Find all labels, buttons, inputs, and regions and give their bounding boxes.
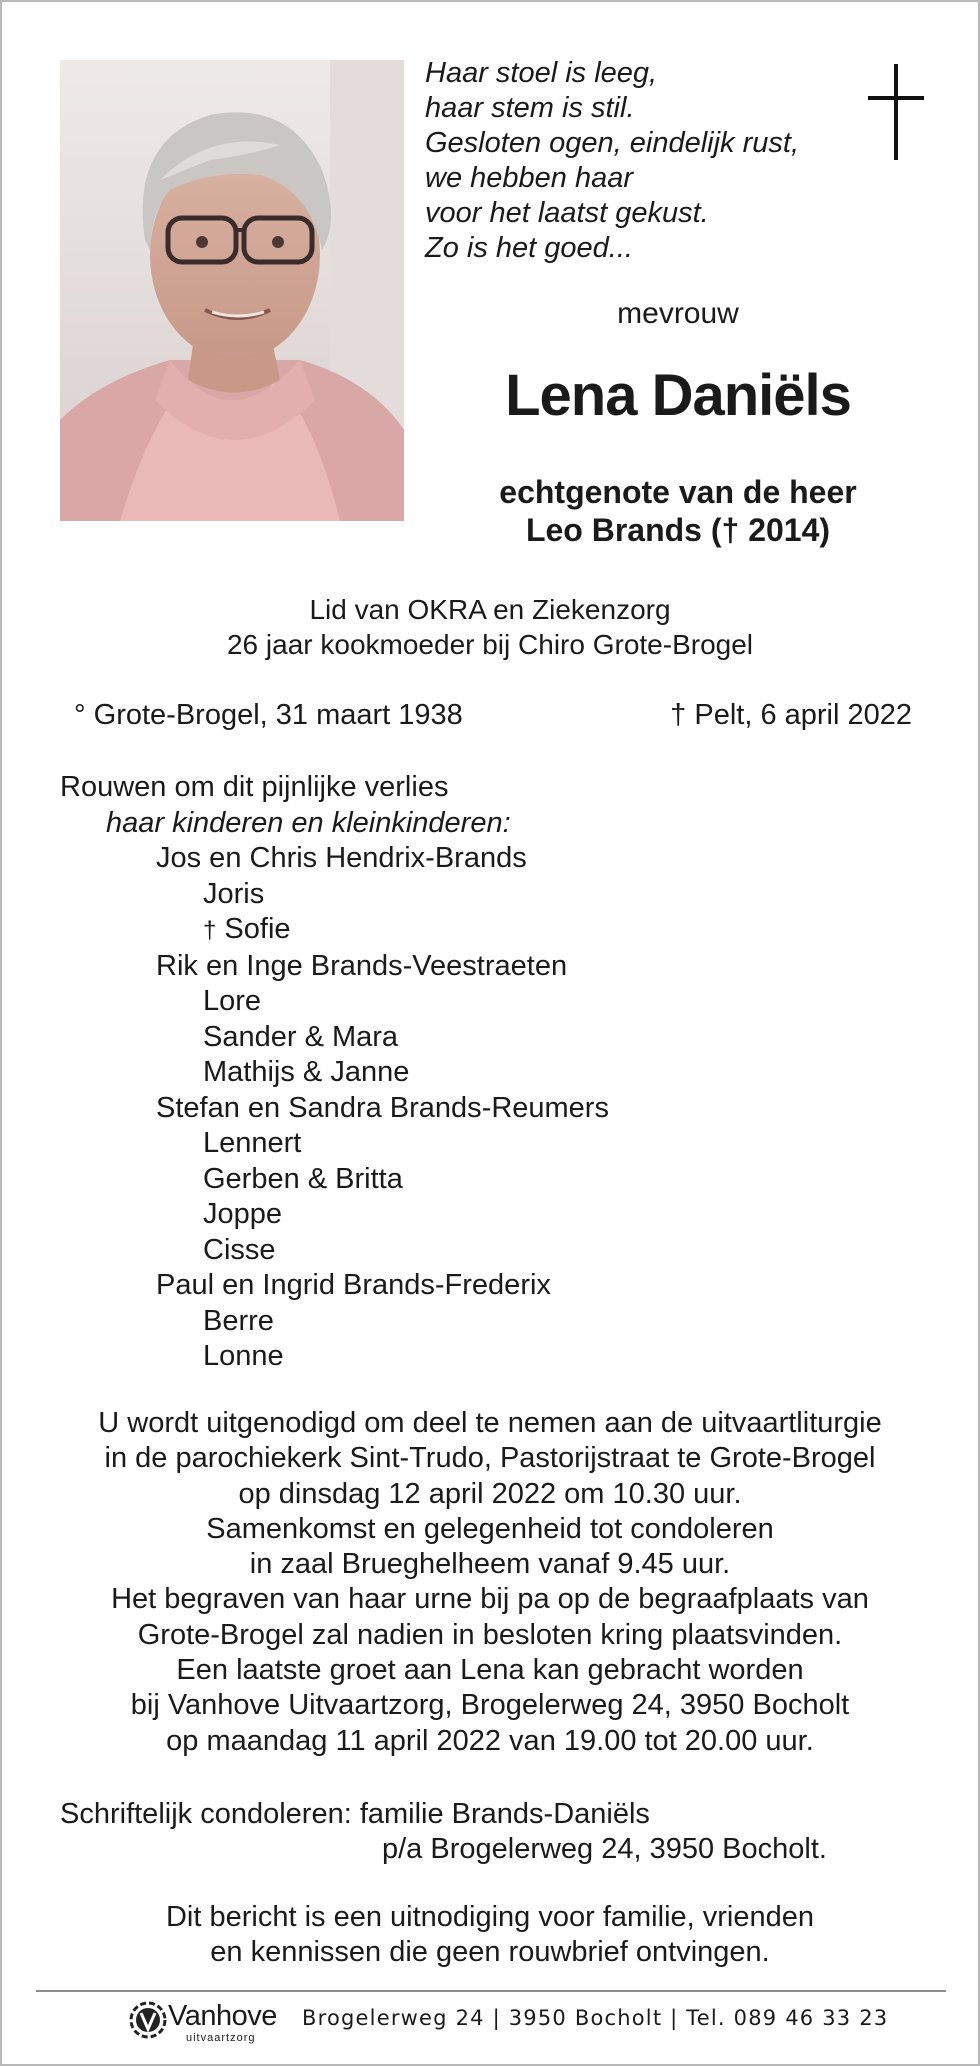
grandchild-name: Sofie: [224, 913, 291, 945]
ceremony-line: op maandag 11 april 2022 van 19.00 tot 20.00 uur.: [166, 1724, 814, 1757]
portrait-photo: [60, 60, 404, 521]
invitation-notice: [2, 1900, 978, 1970]
mourners-subtitle: haar kinderen en kleinkinderen:: [106, 806, 511, 839]
grandchild: Lonne: [203, 1340, 284, 1372]
condolence-line: Schriftelijk condoleren: familie Brands-Daniëls: [60, 1798, 650, 1830]
poem-line: Gesloten ogen, eindelijk rust,: [425, 127, 799, 159]
grandchild: Lore: [203, 985, 262, 1017]
notice-line: Dit bericht is een uitnodiging voor familie, vrienden: [165, 1901, 814, 1933]
notice-line: en kennissen die geen rouwbrief ontvingen.: [210, 1936, 770, 1968]
death-info: † Pelt, 6 april 2022: [670, 699, 912, 731]
logo-subtitle: uitvaartzorg: [186, 2032, 256, 2044]
ceremony-line: Het begraven van haar urne bij pa op de begraafplaats van: [111, 1583, 869, 1616]
poem-line: we hebben haar: [425, 162, 633, 194]
grandchild: Joris: [203, 877, 265, 910]
deceased-name: Lena Daniëls: [505, 363, 851, 428]
ceremony-info: [2, 1406, 978, 1759]
ceremony-line: op dinsdag 12 april 2022 om 10.30 uur.: [238, 1477, 742, 1510]
ceremony-line: in de parochiekerk Sint-Trudo, Pastorijstraat te Grote-Brogel: [104, 1442, 876, 1475]
ceremony-line: Samenkomst en gelegenheid tot condoleren: [206, 1512, 774, 1545]
logo-name: Vanhove: [168, 2000, 277, 2032]
membership-line: Lid van OKRA en Ziekenzorg: [309, 594, 671, 625]
memorial-poem: [425, 56, 825, 266]
ceremony-line: Grote-Brogel zal nadien in besloten kring plaatsvinden.: [137, 1618, 843, 1651]
family-parents: Stefan en Sandra Brands-Reumers: [156, 1091, 609, 1124]
mourners-intro: Rouwen om dit pijnlijke verlies: [60, 771, 449, 803]
grandchild-deceased: [60, 912, 920, 949]
honorific: mevrouw: [617, 297, 739, 330]
ceremony-line: in zaal Brueghelheem vanaf 9.45 uur.: [249, 1548, 731, 1581]
grandchild: Joppe: [203, 1198, 283, 1230]
mourners-list: [60, 770, 920, 1375]
poem-line: Haar stoel is leeg,: [425, 57, 658, 89]
poem-line: Zo is het goed...: [425, 232, 633, 264]
memberships: [2, 592, 978, 662]
v-logo-icon: [128, 2000, 168, 2040]
footer-divider: [36, 1990, 946, 1992]
ceremony-line: U wordt uitgenodigd om deel te nemen aan de uitvaartliturgie: [98, 1407, 882, 1439]
condolence-line: p/a Brogelerweg 24, 3950 Bocholt.: [382, 1833, 827, 1865]
funeral-home-logo: [128, 1998, 288, 2046]
grandchild: Sander & Mara: [203, 1020, 399, 1053]
ceremony-line: Een laatste groet aan Lena kan gebracht worden: [176, 1654, 804, 1687]
spouse-line: Leo Brands († 2014): [525, 512, 831, 548]
spouse-line: echtgenote van de heer: [499, 474, 857, 510]
family-parents: Jos en Chris Hendrix-Brands: [156, 842, 527, 874]
grandchild: Berre: [203, 1304, 274, 1337]
poem-line: voor het laatst gekust.: [425, 197, 709, 229]
cross-icon: [868, 64, 924, 160]
family-parents: Paul en Ingrid Brands-Frederix: [156, 1269, 551, 1301]
grandchild: Lennert: [203, 1127, 302, 1159]
grandchild: Cisse: [203, 1233, 276, 1266]
dagger-icon: †: [203, 917, 217, 944]
footer-address: Brogelerweg 24 | 3950 Bocholt | Tel. 089 46 33 23: [302, 2006, 889, 2030]
ceremony-line: bij Vanhove Uitvaartzorg, Brogelerweg 24, 3950 Bocholt: [130, 1689, 850, 1722]
grandchild: Gerben & Britta: [203, 1162, 403, 1195]
poem-line: haar stem is stil.: [425, 92, 635, 124]
birth-info: ° Grote-Brogel, 31 maart 1938: [74, 699, 463, 731]
condolence-address: [60, 1797, 920, 1867]
grandchild: Mathijs & Janne: [203, 1056, 410, 1088]
spouse-info: [425, 473, 931, 549]
family-parents: Rik en Inge Brands-Veestraeten: [156, 949, 568, 982]
membership-line: 26 jaar kookmoeder bij Chiro Grote-Brogel: [226, 629, 754, 660]
